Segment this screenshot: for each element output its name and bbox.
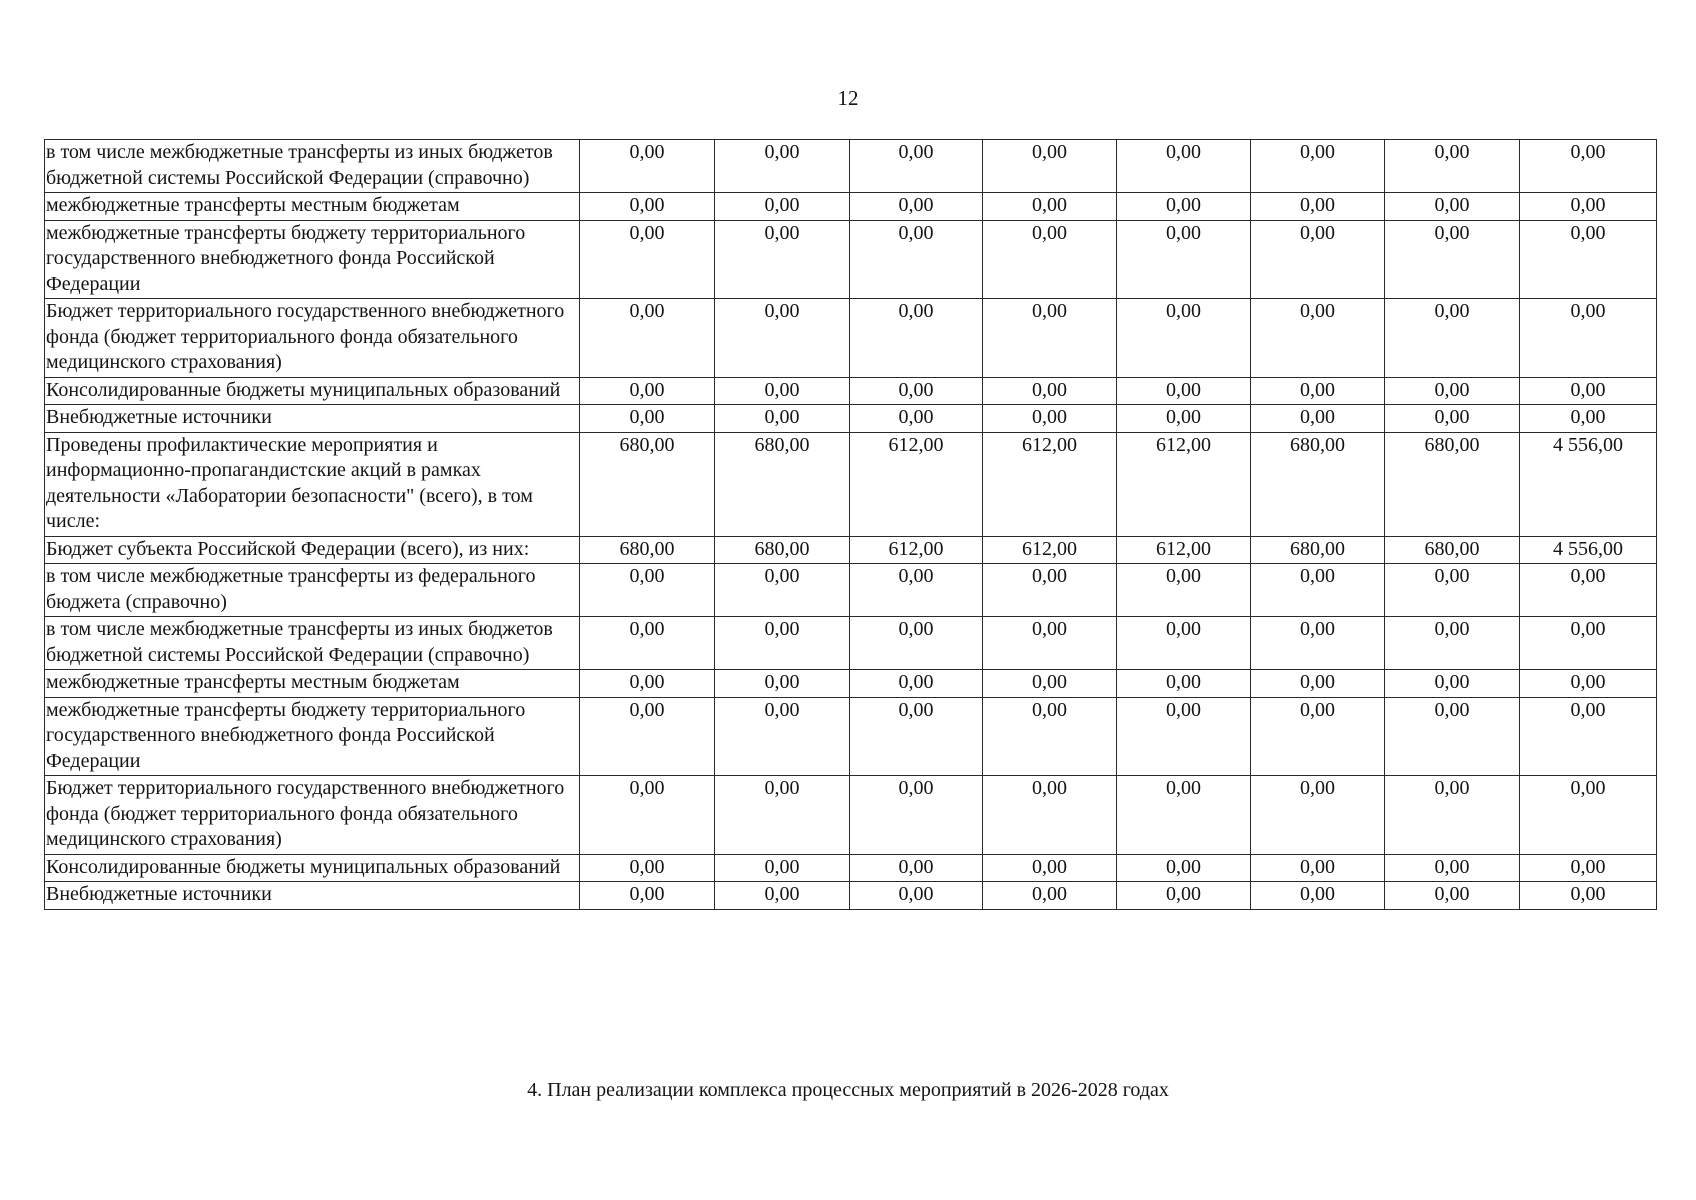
value-cell: 0,00: [983, 299, 1117, 378]
value-cell: 0,00: [1251, 854, 1385, 882]
value-cell: 612,00: [983, 536, 1117, 564]
value-cell: 0,00: [1117, 697, 1251, 776]
value-cell: 0,00: [983, 405, 1117, 433]
value-cell: 4 556,00: [1520, 432, 1657, 536]
value-cell: 680,00: [715, 432, 850, 536]
value-cell: 0,00: [580, 617, 715, 670]
value-cell: 0,00: [580, 299, 715, 378]
value-cell: 0,00: [580, 670, 715, 698]
value-cell: 0,00: [715, 617, 850, 670]
value-cell: 0,00: [715, 670, 850, 698]
value-cell: 0,00: [1251, 697, 1385, 776]
value-cell: 0,00: [1251, 377, 1385, 405]
table-row: [45, 220, 1657, 299]
value-cell: 680,00: [1251, 432, 1385, 536]
row-label: Консолидированные бюджеты муниципальных образований: [45, 854, 580, 882]
section-heading: 4. План реализации комплекса процессных мероприятий в 2026-2028 годах: [527, 1079, 1169, 1101]
value-cell: 0,00: [1385, 405, 1520, 433]
value-cell: 0,00: [850, 564, 983, 617]
value-cell: 0,00: [1251, 882, 1385, 910]
value-cell: 0,00: [983, 854, 1117, 882]
value-cell: 0,00: [850, 377, 983, 405]
value-cell: 0,00: [850, 854, 983, 882]
value-cell: 0,00: [850, 617, 983, 670]
value-cell: 4 556,00: [1520, 536, 1657, 564]
table-row: [45, 140, 1657, 193]
table-row: [45, 564, 1657, 617]
value-cell: 0,00: [1117, 299, 1251, 378]
value-cell: 0,00: [715, 377, 850, 405]
value-cell: 0,00: [1385, 299, 1520, 378]
value-cell: 0,00: [1520, 854, 1657, 882]
value-cell: 0,00: [580, 697, 715, 776]
value-cell: 0,00: [1117, 882, 1251, 910]
value-cell: 0,00: [580, 854, 715, 882]
value-cell: 0,00: [983, 776, 1117, 855]
table-row: [45, 617, 1657, 670]
value-cell: 0,00: [580, 377, 715, 405]
row-label: межбюджетные трансферты бюджету территориального государственного внебюджетного фонда Российской Федерации: [45, 220, 580, 299]
value-cell: 680,00: [580, 432, 715, 536]
value-cell: 0,00: [1520, 670, 1657, 698]
value-cell: 0,00: [850, 697, 983, 776]
table-row: [45, 405, 1657, 433]
row-label: Внебюджетные источники: [45, 882, 580, 910]
value-cell: 0,00: [1520, 776, 1657, 855]
value-cell: 0,00: [1117, 405, 1251, 433]
value-cell: 0,00: [1251, 776, 1385, 855]
value-cell: 0,00: [1117, 377, 1251, 405]
value-cell: 0,00: [1520, 220, 1657, 299]
value-cell: 0,00: [1385, 564, 1520, 617]
value-cell: 0,00: [1385, 140, 1520, 193]
value-cell: 0,00: [1520, 564, 1657, 617]
value-cell: 0,00: [715, 564, 850, 617]
value-cell: 0,00: [1520, 193, 1657, 221]
funding-table: [44, 139, 1657, 910]
value-cell: 680,00: [1251, 536, 1385, 564]
value-cell: 0,00: [850, 405, 983, 433]
row-label: межбюджетные трансферты местным бюджетам: [45, 193, 580, 221]
value-cell: 0,00: [715, 220, 850, 299]
value-cell: 0,00: [1520, 377, 1657, 405]
value-cell: 0,00: [1520, 697, 1657, 776]
value-cell: 0,00: [983, 670, 1117, 698]
value-cell: 0,00: [715, 882, 850, 910]
value-cell: 0,00: [1385, 377, 1520, 405]
value-cell: 0,00: [1117, 617, 1251, 670]
value-cell: 0,00: [850, 193, 983, 221]
value-cell: 0,00: [1117, 564, 1251, 617]
table-row: [45, 697, 1657, 776]
value-cell: 0,00: [1385, 193, 1520, 221]
value-cell: 612,00: [850, 536, 983, 564]
value-cell: 0,00: [983, 564, 1117, 617]
value-cell: 0,00: [1385, 220, 1520, 299]
value-cell: 0,00: [1385, 617, 1520, 670]
value-cell: 0,00: [1117, 140, 1251, 193]
value-cell: 0,00: [983, 882, 1117, 910]
row-label: Бюджет территориального государственного внебюджетного фонда (бюджет территориального фонда обязательного медицинского страхования): [45, 776, 580, 855]
value-cell: 680,00: [580, 536, 715, 564]
value-cell: 0,00: [580, 220, 715, 299]
value-cell: 0,00: [850, 776, 983, 855]
value-cell: 0,00: [983, 697, 1117, 776]
value-cell: 0,00: [1385, 697, 1520, 776]
value-cell: 0,00: [715, 140, 850, 193]
value-cell: 612,00: [983, 432, 1117, 536]
value-cell: 0,00: [1251, 670, 1385, 698]
value-cell: 612,00: [850, 432, 983, 536]
value-cell: 0,00: [983, 617, 1117, 670]
value-cell: 0,00: [983, 220, 1117, 299]
table-row: [45, 193, 1657, 221]
row-label: Бюджет территориального государственного внебюджетного фонда (бюджет территориального фонда обязательного медицинского страхования): [45, 299, 580, 378]
value-cell: 0,00: [850, 140, 983, 193]
value-cell: 0,00: [983, 377, 1117, 405]
row-label: Консолидированные бюджеты муниципальных образований: [45, 377, 580, 405]
value-cell: 0,00: [850, 670, 983, 698]
value-cell: 0,00: [1251, 617, 1385, 670]
row-label: Внебюджетные источники: [45, 405, 580, 433]
value-cell: 0,00: [715, 299, 850, 378]
row-label: в том числе межбюджетные трансферты из федерального бюджета (справочно): [45, 564, 580, 617]
value-cell: 0,00: [1251, 405, 1385, 433]
value-cell: 0,00: [715, 776, 850, 855]
value-cell: 0,00: [850, 220, 983, 299]
value-cell: 680,00: [1385, 432, 1520, 536]
value-cell: 0,00: [1385, 854, 1520, 882]
table-row: [45, 536, 1657, 564]
value-cell: 0,00: [715, 405, 850, 433]
value-cell: 0,00: [580, 564, 715, 617]
value-cell: 0,00: [580, 140, 715, 193]
value-cell: 680,00: [715, 536, 850, 564]
page-number: 12: [837, 86, 859, 110]
value-cell: 0,00: [715, 193, 850, 221]
value-cell: 0,00: [1520, 405, 1657, 433]
table-row: [45, 299, 1657, 378]
value-cell: 0,00: [1117, 193, 1251, 221]
value-cell: 0,00: [1117, 776, 1251, 855]
value-cell: 0,00: [1251, 220, 1385, 299]
value-cell: 0,00: [580, 776, 715, 855]
value-cell: 0,00: [715, 854, 850, 882]
value-cell: 0,00: [1520, 140, 1657, 193]
value-cell: 0,00: [1520, 882, 1657, 910]
value-cell: 0,00: [1251, 564, 1385, 617]
row-label: межбюджетные трансферты местным бюджетам: [45, 670, 580, 698]
value-cell: 0,00: [850, 299, 983, 378]
value-cell: 680,00: [1385, 536, 1520, 564]
row-label: Проведены профилактические мероприятия и информационно-пропагандистские акций в рамках деятельности «Лаборатории безопасности" (всего), в том числе:: [45, 432, 580, 536]
table-row: [45, 776, 1657, 855]
value-cell: 0,00: [1385, 776, 1520, 855]
row-label: Бюджет субъекта Российской Федерации (всего), из них:: [45, 536, 580, 564]
table-row: [45, 882, 1657, 910]
row-label: межбюджетные трансферты бюджету территориального государственного внебюджетного фонда Российской Федерации: [45, 697, 580, 776]
value-cell: 0,00: [1117, 854, 1251, 882]
value-cell: 0,00: [580, 405, 715, 433]
table-body: [45, 140, 1657, 910]
value-cell: 0,00: [715, 697, 850, 776]
value-cell: 0,00: [1117, 670, 1251, 698]
value-cell: 0,00: [1520, 299, 1657, 378]
row-label: в том числе межбюджетные трансферты из иных бюджетов бюджетной системы Российской Федерации (справочно): [45, 140, 580, 193]
value-cell: 0,00: [983, 140, 1117, 193]
table-row: [45, 432, 1657, 536]
value-cell: 0,00: [1520, 617, 1657, 670]
value-cell: 0,00: [580, 193, 715, 221]
value-cell: 0,00: [1251, 193, 1385, 221]
table-row: [45, 854, 1657, 882]
value-cell: 0,00: [1385, 670, 1520, 698]
value-cell: 0,00: [580, 882, 715, 910]
row-label: в том числе межбюджетные трансферты из иных бюджетов бюджетной системы Российской Федерации (справочно): [45, 617, 580, 670]
table-row: [45, 670, 1657, 698]
value-cell: 0,00: [1117, 220, 1251, 299]
value-cell: 0,00: [1251, 299, 1385, 378]
value-cell: 0,00: [1251, 140, 1385, 193]
value-cell: 0,00: [983, 193, 1117, 221]
table-row: [45, 377, 1657, 405]
value-cell: 0,00: [1385, 882, 1520, 910]
value-cell: 612,00: [1117, 432, 1251, 536]
value-cell: 612,00: [1117, 536, 1251, 564]
value-cell: 0,00: [850, 882, 983, 910]
